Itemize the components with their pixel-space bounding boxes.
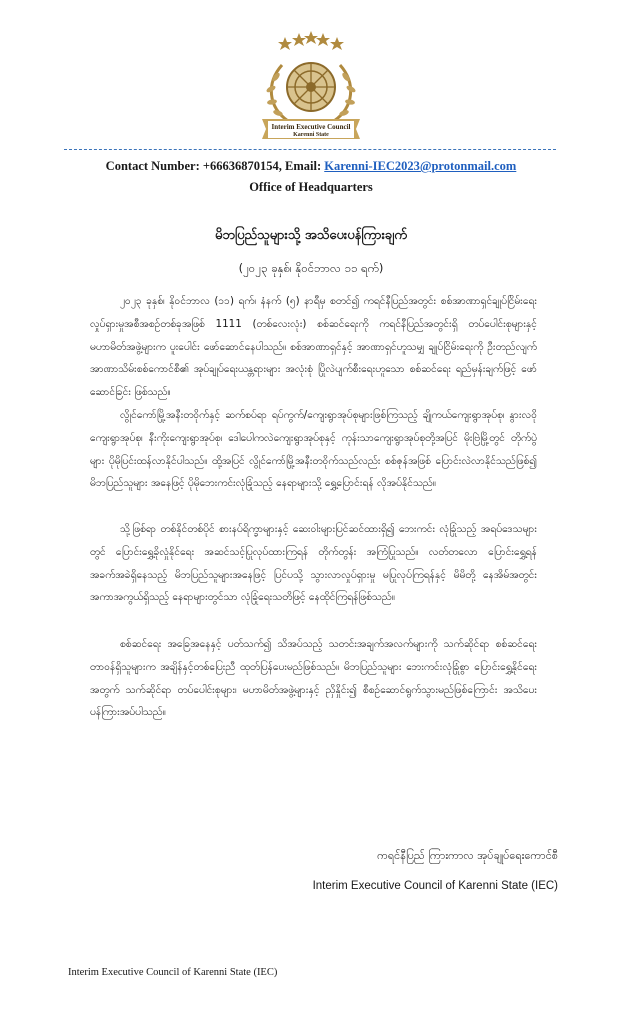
email-link[interactable]: Karenni-IEC2023@protonmail.com <box>324 159 517 173</box>
seal-text-line2: Karenni State <box>293 132 329 138</box>
document-title: မိဘပြည်သူများသို့ အသိပေးပန်ကြားချက် <box>215 228 407 243</box>
signature-english: Interim Executive Council of Karenni State (IEC) <box>312 880 558 892</box>
iec-seal-logo <box>252 25 370 153</box>
document-date: (၂၀၂၃ ခုနှစ်၊ နိုဝင်ဘာလ ၁၁ ရက်) <box>238 261 384 275</box>
office-heading: Office of Headquarters <box>249 180 373 194</box>
body-paragraph-1: ၂၀၂၃ ခုနှစ်၊ နိုဝင်ဘာလ (၁၁) ရက်၊ နံနက် (၅) နာရီမှ စတင်၍ ကရင်နီပြည်အတွင်း စစ်အာဏာရှင်ချုပ်ငြိမ်းရေး လှုပ်ရှားမှုအစီအစဉ်တစ်ခုအဖြစ် 1111 (တစ်လေးလုံး) စစ်ဆင်ရေးကို ကရင်နီပြည်အတွင်းရှိ တပ်ပေါင်းစုများနှင့် မဟာမိတ်အဖွဲ့များက ပူးပေါင်း ဖော်ဆောင်နေပါသည်။ စစ်အာဏာရှင်နှင့် အာဏာရှင်ဟူသမျှ ချုပ်ငြိမ်းရေးကို ဦးတည်လျက် အာဏာသိမ်းစစ်ကောင်စီ၏ အုပ်ချုပ်ရေးယန္တရားများ အလုံးစုံ ပြိုလဲပျက်စီးရေးဟူသော စစ်ဆင်ရေး ရည်မှန်းချက်ဖြင့် ဖော်ဆောင်ခြင်း ဖြစ်သည်။ <box>90 295 537 399</box>
body-paragraph-2: လွိုင်ကော်မြို့အနီးတဝိုက်နှင့် ဆက်စပ်ရာ ရပ်ကွက်/ကျေးရွာအုပ်စုများဖြစ်ကြသည့် ချိုကယ်ကျေးရွာအုပ်စု၊ နွားလဝိုကျေးရွာအုပ်စု၊ နီးကိုးကျေးရွာအုပ်စု၊ ဒေါပေါကလဲကျေးရွာအုပ်စုနှင့် ကုန်းသာကျေးရွာအုပ်စုတို့အပြင် မိုးဗြဲမြို့တွင် တိုက်ပွဲများ ပိုမိုပြင်းထန်လာနိုင်ပါသည်။ ထို့အပြင် လွိုင်ကော်မြို့အနီးတဝိုက်သည်လည်း စစ်ဇုန်အဖြစ် ပြောင်းလဲလာနိုင်သည်ဖြစ်၍ မိဘပြည်သူများ အနေဖြင့် ပိုမိုဘေးကင်းလုံခြုံသည့် နေရာများသို့ ရွှေ့ပြောင်းရန် လိုအပ်နိုင်သည်။ <box>90 409 537 490</box>
header-divider <box>64 149 556 150</box>
signature-burmese: ကရင်နီပြည် ကြားကာလ အုပ်ချုပ်ရေးကောင်စီ <box>377 849 558 862</box>
body-paragraph-4: စစ်ဆင်ရေး အခြေအနေနှင့် ပတ်သက်၍ သိအပ်သည့် သတင်းအချက်အလက်များကို သက်ဆိုင်ရာ စစ်ဆင်ရေးတာဝန်ရှိသူများက အချိန်နှင့်တစ်ပြေးညီ ထုတ်ပြန်ပေးမည်ဖြစ်သည်။ မိဘပြည်သူများ ဘေးကင်းလုံခြုံစွာ ပြောင်းရွှေ့နိုင်ရေးအတွက် သက်ဆိုင်ရာ တပ်ပေါင်းစုများ၊ မဟာမိတ်အဖွဲ့များနှင့် ညှိနှိုင်း၍ စီစဉ်ဆောင်ရွက်သွားမည်ဖြစ်ကြောင်း အသိပေးပန်ကြားအပ်ပါသည်။ <box>90 638 537 719</box>
body-paragraph-3: သို့ဖြစ်ရာ တစ်နိုင်တစ်ပိုင် စားနပ်ရိက္ခာများနှင့် ဆေးဝါးများပြင်ဆင်ထားရှိ၍ ဘေးကင်း လုံခြုံသည့် အရပ်ဒေသများတွင် ပြောင်းရွှေ့ခိုလှုံနိုင်ရေး အဆင်သင့်ပြုလုပ်ထားကြရန် တိုက်တွန်း အကြံပြုသည်။ လတ်တလော ပြောင်းရွှေ့ရန် အခက်အခဲရှိနေသည့် မိဘပြည်သူများအနေဖြင့် ပြင်ပသို့ သွားလာလှုပ်ရှားမှု မပြုလုပ်ကြရန်နှင့် မိမိတို့ နေအိမ်အတွင်း အကာအကွယ်ရှိသည့် နေရာများတွင်သာ လုံခြုံရေးသတိဖြင့် နေထိုင်ကြရန်ဖြစ်သည်။ <box>90 523 537 604</box>
contact-line <box>0 158 622 174</box>
page-footer: Interim Executive Council of Karenni State (IEC) <box>68 967 278 978</box>
seal-text-line1: Interim Executive Council <box>271 123 351 131</box>
contact-prefix: Contact Number: +66636870154, Email: <box>105 159 325 173</box>
